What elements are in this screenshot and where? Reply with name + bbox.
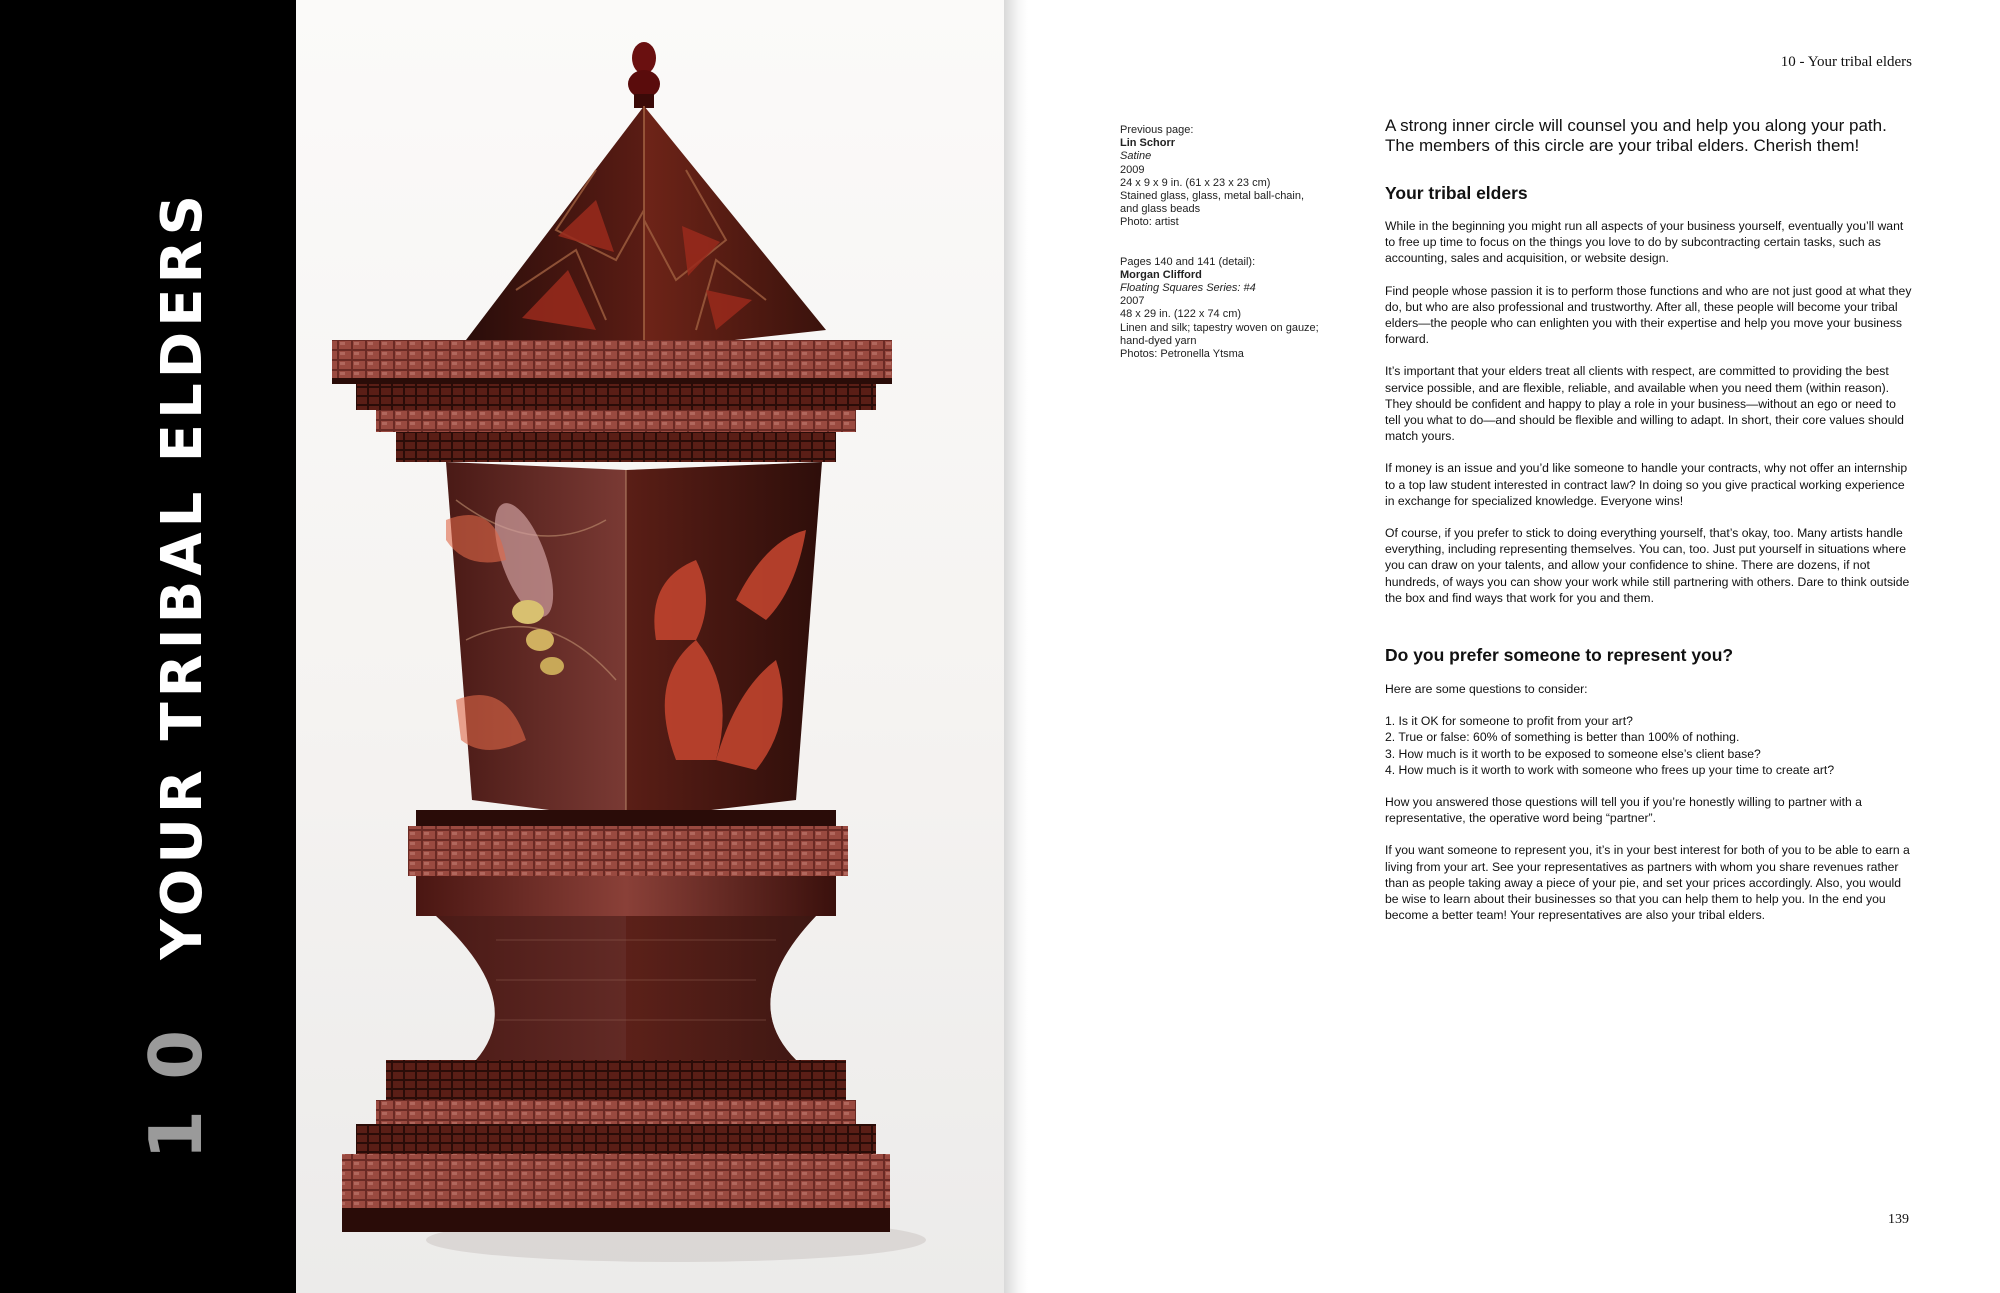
caption-materials: hand-dyed yarn — [1120, 334, 1197, 347]
lantern-sculpture-image — [296, 0, 1004, 1293]
main-text-column — [1385, 116, 1913, 940]
caption-materials: Stained glass, glass, metal ball-chain, — [1120, 190, 1305, 203]
body-paragraph: How you answered those questions will tell you if you’re honestly willing to partner with a representative, the operative word being “partner”. — [1385, 795, 1862, 826]
caption-dimensions: 48 x 29 in. (122 x 74 cm) — [1120, 308, 1242, 321]
question-item: 3. How much is it worth to be exposed to someone else’s client base? — [1385, 746, 1761, 761]
caption-work-title: Floating Squares Series: #4 — [1120, 282, 1256, 295]
section-heading-representation: Do you prefer someone to represent you? — [1385, 645, 1734, 666]
caption-pages-140-141 — [1120, 256, 1360, 362]
caption-intro: Pages 140 and 141 (detail): — [1120, 255, 1256, 268]
body-paragraph: If money is an issue and you’d like someone to handle your contracts, why not offer an internship to a top law student interested in contract law? In doing so you give practical working experience in exchange for specialized knowledge. Everyone wins! — [1385, 461, 1908, 508]
running-head: 10 - Your tribal elders — [1780, 54, 1912, 70]
page-number: 139 — [1888, 1212, 1909, 1227]
questions-lead: Here are some questions to consider: — [1385, 682, 1588, 697]
body-paragraph: It’s important that your elders treat all clients with respect, are committed to providing the best service possible, and are flexible, reliable, and available when you need them (within reason). They should be confident and happy to play a role in your business—without an ego or need to tell you what to do—and should be flexible and willing to adapt. In short, their core values should match yours. — [1385, 364, 1904, 444]
caption-photo-credit: Photo: artist — [1120, 216, 1179, 229]
chapter-title-vertical — [134, 190, 218, 1160]
caption-work-title: Satine — [1120, 150, 1152, 163]
page-gutter — [1004, 0, 1028, 1293]
section-heading-tribal-elders: Your tribal elders — [1385, 183, 1528, 203]
question-item: 1. Is it OK for someone to profit from your art? — [1385, 714, 1633, 729]
caption-materials: Linen and silk; tapestry woven on gauze; — [1120, 321, 1319, 334]
body-paragraph: Of course, if you prefer to stick to doing everything yourself, that’s okay, too. Many artists handle everything, including representing themselves. You can, too. Just put yourself in situations where you can draw on your talents, and allow your confidence to shine. There are dozens, if not hundreds, of ways you can show your work while still partnering with others. Dare to think outside the box and find ways that work for you and them. — [1385, 526, 1910, 605]
caption-photo-credit: Photos: Petronella Ytsma — [1120, 348, 1244, 361]
caption-year: 2009 — [1120, 163, 1145, 176]
body-paragraph: Find people whose passion it is to perform those functions and who are not just good at what they do, but who are also professional and trustworthy. After all, these people will become your tribal elders—the people who can enlighten you with their expertise and help you move your business forward. — [1385, 283, 1912, 347]
caption-dimensions: 24 x 9 x 9 in. (61 x 23 x 23 cm) — [1120, 176, 1271, 189]
chapter-number: 10 — [134, 999, 218, 1160]
body-paragraph: While in the beginning you might run all aspects of your business yourself, eventually you’ll want to free up time to focus on the things you love to do by subcontracting certain tasks, such as accounting, sales and acquisition, or website design. — [1385, 219, 1904, 266]
question-item: 4. How much is it worth to work with someone who frees up your time to create art? — [1385, 762, 1835, 777]
caption-materials: and glass beads — [1120, 203, 1201, 216]
chapter-title: YOUR TRIBAL ELDERS — [150, 190, 215, 960]
intro-paragraph: A strong inner circle will counsel you and help you along your path. The members of this circle are your tribal elders. Cherish them! — [1385, 116, 1887, 155]
artwork-photo — [296, 0, 1004, 1293]
caption-artist: Lin Schorr — [1120, 137, 1176, 150]
questions-list — [1385, 713, 1913, 778]
question-item: 2. True or false: 60% of something is better than 100% of nothing. — [1385, 730, 1740, 745]
caption-intro: Previous page: — [1120, 124, 1194, 136]
image-captions — [1120, 124, 1360, 387]
body-paragraph: If you want someone to represent you, it’s in your best interest for both of you to be able to earn a living from your art. See your representatives as partners with whom you share revenues rather than as people taking away a piece of your pie, and set your prices accordingly. Also, you would be wise to learn about their businesses so that you can help them to help you. In the end you become a better team! Your representatives are also your tribal elders. — [1385, 843, 1910, 923]
chapter-title-band — [0, 0, 296, 1293]
caption-previous-page — [1120, 124, 1360, 230]
caption-artist: Morgan Clifford — [1120, 268, 1202, 281]
caption-year: 2007 — [1120, 295, 1145, 308]
